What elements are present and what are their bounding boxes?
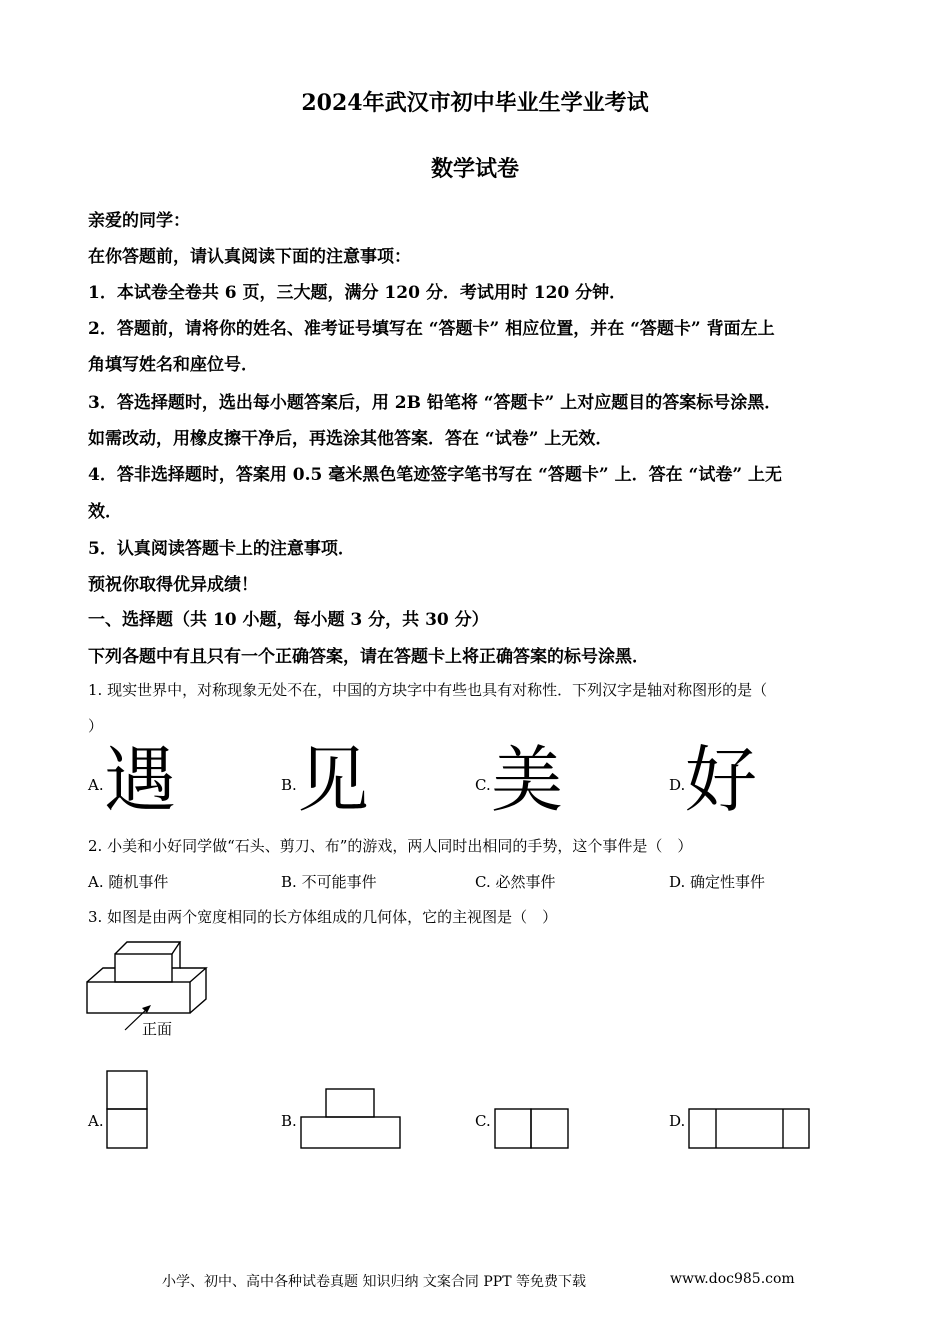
q1-option-b-label: B. — [281, 776, 297, 794]
q2-option-a-text: 随机事件 — [108, 873, 169, 891]
q2-option-d — [669, 871, 765, 892]
notice-item-4-line-2: 效． — [88, 502, 122, 522]
q3-option-c-figure — [494, 1108, 570, 1150]
q1-option-d-label: D. — [669, 776, 686, 794]
q3-option-c-label: C. — [475, 1112, 491, 1130]
q3-option-a-label: A. — [88, 1112, 104, 1130]
footer-text: 小学、初中、高中各种试卷真题 知识归纳 文案合同 PPT 等免费下载 — [162, 1274, 586, 1290]
q1-option-a-char: 遇 — [104, 738, 177, 822]
notice-item-2-line-2: 角填写姓名和座位号． — [88, 355, 258, 375]
q3-option-d-label: D. — [669, 1112, 686, 1130]
q2-option-b-text: 不可能事件 — [301, 873, 377, 891]
q2-option-d-label: D. — [669, 873, 686, 891]
q2-option-b — [281, 871, 377, 892]
q2-option-b-label: B. — [281, 873, 297, 891]
q3-figure-label: 正面 — [142, 1020, 173, 1038]
q2-option-c-text: 必然事件 — [495, 873, 556, 891]
q1-option-a-label: A. — [88, 776, 104, 794]
q2-option-a — [88, 871, 168, 892]
q2-option-d-text: 确定性事件 — [690, 873, 766, 891]
q2-option-c — [475, 871, 556, 892]
q3-option-b-label: B. — [281, 1112, 297, 1130]
notice-intro: 在你答题前，请认真阅读下面的注意事项： — [88, 247, 411, 267]
q3-option-a-figure — [106, 1070, 148, 1150]
q3-stem: 3. 如图是由两个宽度相同的长方体组成的几何体，它的主视图是（ ） — [88, 908, 558, 926]
notice-item-3-line-1: 3．答选择题时，选出每小题答案后，用 2B 铅笔将 “答题卡” 上对应题目的答案标号涂黑． — [88, 393, 782, 413]
footer-url[interactable]: www.doc985.com — [670, 1271, 795, 1287]
notice-item-1: 1．本试卷全卷共 6 页，三大题，满分 120 分．考试用时 120 分钟． — [88, 283, 627, 303]
q1-option-b-char: 见 — [297, 738, 370, 822]
notice-item-3-line-2: 如需改动，用橡皮擦干净后，再选涂其他答案．答在 “试卷” 上无效． — [88, 429, 613, 449]
notice-item-4-line-1: 4．答非选择题时，答案用 0.5 毫米黑色笔迹签字笔书写在 “答题卡” 上．答在 “试卷” 上无 — [88, 465, 783, 485]
notice-item-5: 5．认真阅读答题卡上的注意事项． — [88, 539, 355, 559]
q2-stem: 2. 小美和小好同学做“石头、剪刀、布”的游戏，两人同时出相同的手势，这个事件是（ ） — [88, 837, 693, 855]
section-heading: 一、选择题（共 10 小题，每小题 3 分，共 30 分） — [88, 610, 489, 630]
notice-wish: 预祝你取得优异成绩！ — [88, 575, 258, 595]
exam-title: 2024年武汉市初中毕业生学业考试 — [301, 90, 649, 116]
q3-solid-figure — [85, 935, 210, 1020]
q1-option-c-char: 美 — [491, 738, 564, 822]
section-instruction: 下列各题中有且只有一个正确答案，请在答题卡上将正确答案的标号涂黑． — [88, 647, 649, 667]
notice-item-2-line-1: 2．答题前，请将你的姓名、准考证号填写在 “答题卡” 相应位置，并在 “答题卡” 背面左上 — [88, 319, 775, 339]
q1-option-c-label: C. — [475, 776, 491, 794]
q1-stem-line-1: 1. 现实世界中，对称现象无处不在，中国的方块字中有些也具有对称性．下列汉字是轴对称图形的是（ — [88, 681, 768, 699]
greeting: 亲爱的同学： — [88, 211, 190, 231]
q3-option-b-figure — [300, 1088, 402, 1150]
q1-stem-line-2: ） — [88, 717, 104, 735]
q2-option-a-label: A. — [88, 873, 104, 891]
q3-option-d-figure — [688, 1108, 812, 1150]
exam-subtitle: 数学试卷 — [430, 156, 519, 182]
q2-option-c-label: C. — [475, 873, 491, 891]
q1-option-d-char: 好 — [685, 738, 758, 822]
